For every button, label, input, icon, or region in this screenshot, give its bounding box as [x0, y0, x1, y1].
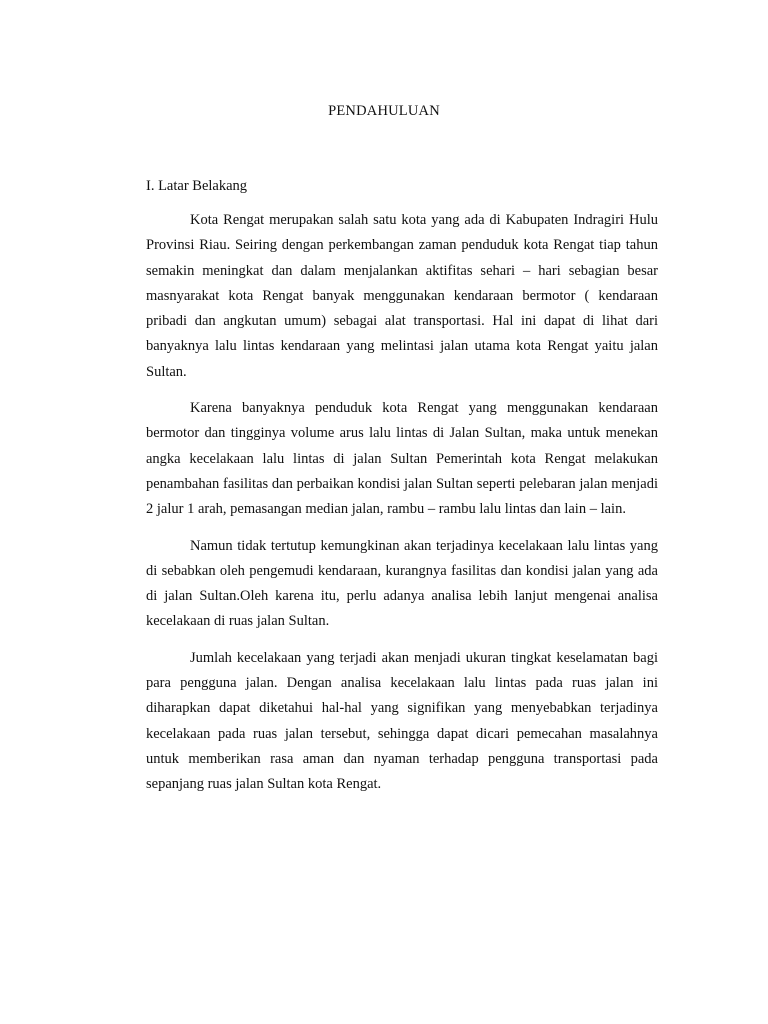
body-text [146, 208, 658, 809]
paragraph-2: Karena banyaknya penduduk kota Rengat yang menggunakan kendaraan bermotor dan tingginya volume arus lalu lintas di Jalan Sultan, maka untuk menekan angka kecelakaan lalu lintas di jalan Sultan Pemerintah kota Rengat melakukan penambahan fasilitas dan perbaikan kondisi jalan Sultan seperti pelebaran jalan menjadi 2 jalur 1 arah, pemasangan median jalan, rambu – rambu lalu lintas dan lain – lain. [146, 400, 658, 518]
paragraph-3: Namun tidak tertutup kemungkinan akan terjadinya kecelakaan lalu lintas yang di sebabkan oleh pengemudi kendaraan, kurangnya fasilitas dan kondisi jalan yang ada di jalan Sultan.Oleh karena itu, perlu adanya analisa lebih lanjut mengenai analisa kecelakaan di ruas jalan Sultan. [146, 537, 658, 630]
paragraph-1: Kota Rengat merupakan salah satu kota yang ada di Kabupaten Indragiri Hulu Provinsi Riau. Seiring dengan perkembangan zaman penduduk kota Rengat tiap tahun semakin meningkat dan dalam menjalankan aktifitas sehari – hari sebagian besar masnyarakat kota Rengat banyak menggunakan kendaraan bermotor ( kendaraan pribadi dan angkutan umum) sebagai alat transportasi. Hal ini dapat di lihat dari banyaknya lalu lintas kendaraan yang melintasi jalan utama kota Rengat yaitu jalan Sultan. [146, 212, 658, 380]
paragraph-4: Jumlah kecelakaan yang terjadi akan menjadi ukuran tingkat keselamatan bagi para pengguna jalan. Dengan analisa kecelakaan lalu lintas pada ruas jalan ini diharapkan dapat diketahui hal-hal yang signifikan yang menyebabkan terjadinya kecelakaan pada ruas jalan tersebut, sehingga dapat dicari pemecahan masalahnya untuk memberikan rasa aman dan nyaman terhadap pengguna transportasi pada sepanjang ruas jalan Sultan kota Rengat. [146, 649, 658, 793]
page-title: PENDAHULUAN [328, 103, 440, 119]
section-heading: I. Latar Belakang [146, 178, 248, 194]
